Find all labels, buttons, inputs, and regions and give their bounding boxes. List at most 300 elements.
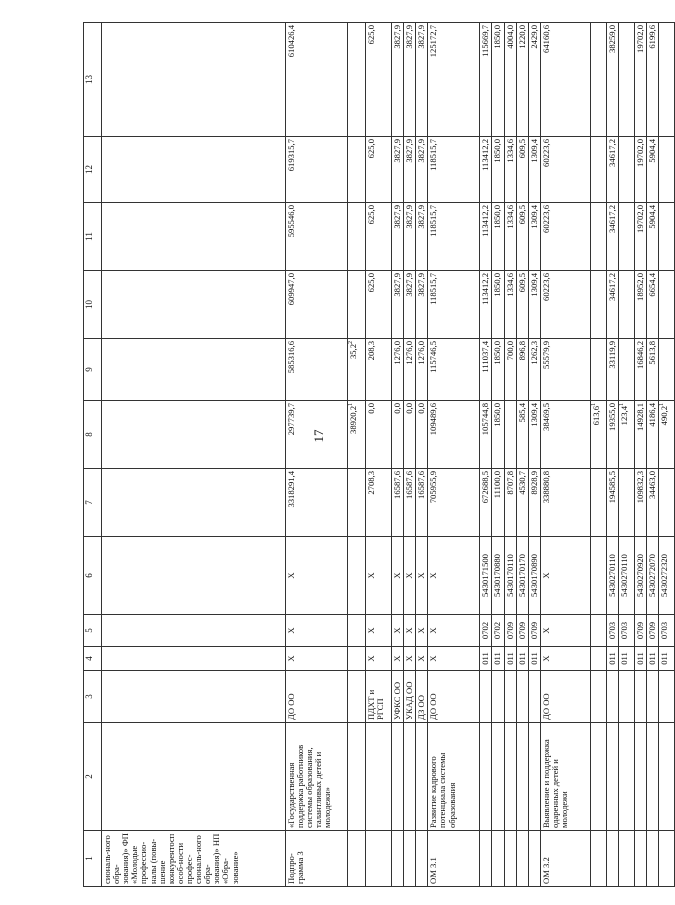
cell-value: 625,0 xyxy=(366,139,376,159)
cell-col-7 xyxy=(540,469,590,537)
cell-value: 700,0 xyxy=(504,341,515,361)
cell-col-7 xyxy=(286,469,348,537)
cell-value: 3827,9 xyxy=(416,273,427,297)
cell-value: 1850,0 xyxy=(492,403,503,427)
cell-value: X xyxy=(286,627,296,634)
cell-value: 3827,9 xyxy=(392,205,402,229)
table-row xyxy=(659,23,675,887)
cell-col-4 xyxy=(647,647,659,671)
cell-col-8 xyxy=(634,401,646,469)
cell-col-4 xyxy=(404,647,416,671)
cell-value: 672688,5 xyxy=(480,471,491,504)
cell-col-1 xyxy=(618,831,634,887)
cell-col-2 xyxy=(590,723,606,831)
cell-col-8 xyxy=(590,401,606,469)
cell-col-10 xyxy=(618,271,634,339)
cell-col-4 xyxy=(286,647,348,671)
cell-col-1 xyxy=(659,831,675,887)
table-row xyxy=(286,23,348,887)
cell-col-9 xyxy=(590,339,606,401)
cell-value: 194585,5 xyxy=(606,471,617,504)
cell-col-3 xyxy=(348,671,366,723)
cell-col-6 xyxy=(286,537,348,615)
cell-col-12 xyxy=(590,137,606,203)
cell-col-12 xyxy=(416,137,428,203)
cell-value: ПДХТ и РГСП xyxy=(366,689,386,720)
cell-value: 113412,2 xyxy=(480,205,491,237)
cell-value: 6654,4 xyxy=(647,273,658,297)
cell-col-6 xyxy=(618,537,634,615)
cell-col-10 xyxy=(590,271,606,339)
cell-value: 8928,9 xyxy=(528,471,539,495)
cell-value: 38920,2 xyxy=(348,406,358,434)
cell-col-5 xyxy=(428,615,480,647)
cell-col-4 xyxy=(528,647,540,671)
table-row xyxy=(540,23,590,887)
cell-value: 610426,4 xyxy=(286,25,296,58)
column-header-4: 4 xyxy=(84,647,102,671)
cell-col-5 xyxy=(606,615,618,647)
cell-value: 011 xyxy=(634,652,645,665)
cell-col-4 xyxy=(659,647,675,671)
cell-value: 5430270920 xyxy=(634,554,645,597)
cell-col-3 xyxy=(416,671,428,723)
table-row xyxy=(428,23,480,887)
cell-value: 3827,9 xyxy=(404,139,415,163)
cell-value: X xyxy=(366,655,376,662)
cell-value: 113412,2 xyxy=(480,273,491,305)
cell-value: Развитие кадрового потенциала системы образования xyxy=(428,752,457,828)
cell-value: 011 xyxy=(504,652,515,665)
cell-value: 011 xyxy=(618,652,629,665)
column-header-10: 10 xyxy=(84,271,102,339)
cell-col-8 xyxy=(516,401,528,469)
cell-col-13 xyxy=(480,23,492,137)
cell-col-13 xyxy=(528,23,540,137)
cell-col-11 xyxy=(528,203,540,271)
cell-col-13 xyxy=(416,23,428,137)
cell-value: X xyxy=(416,627,427,634)
cell-value: 55579,9 xyxy=(540,341,551,369)
table-row xyxy=(606,23,618,887)
cell-col-12 xyxy=(659,137,675,203)
cell-value: 60223,6 xyxy=(540,205,551,233)
cell-col-4 xyxy=(392,647,404,671)
cell-col-11 xyxy=(634,203,646,271)
cell-value: 625,0 xyxy=(366,205,376,225)
cell-value: 0,0 xyxy=(392,403,402,414)
cell-value: 585,4 xyxy=(516,403,527,423)
cell-value: 0709 xyxy=(528,621,539,640)
cell-col-2 xyxy=(366,723,392,831)
cell-value: 16587,6 xyxy=(392,471,402,499)
cell-col-11 xyxy=(492,203,504,271)
cell-value: 1276,0 xyxy=(416,341,427,365)
cell-col-7 xyxy=(659,469,675,537)
cell-value: X xyxy=(404,572,415,579)
cell-value: 38469,5 xyxy=(540,403,551,431)
cell-value: 011 xyxy=(659,652,670,665)
column-header-11: 11 xyxy=(84,203,102,271)
cell-value: 0702 xyxy=(492,621,503,640)
cell-col-8 xyxy=(480,401,492,469)
cell-col-10 xyxy=(366,271,392,339)
cell-col-12 xyxy=(480,137,492,203)
cell-value: Подпро-грамма 3 xyxy=(286,851,306,884)
cell-col-12 xyxy=(647,137,659,203)
cell-value: 1220,0 xyxy=(516,25,527,49)
cell-col-4 xyxy=(492,647,504,671)
cell-value: X xyxy=(428,627,439,634)
cell-col-3 xyxy=(366,671,392,723)
cell-col-1 xyxy=(492,831,504,887)
cell-value: 4186,4 xyxy=(647,403,658,427)
cell-value: ДО ОО xyxy=(540,693,551,720)
cell-col-8 xyxy=(492,401,504,469)
cell-value: 64160,6 xyxy=(540,25,551,53)
cell-value: 595546,0 xyxy=(286,205,296,238)
cell-value: 1276,0 xyxy=(392,341,402,365)
cell-value: 3318291,4 xyxy=(286,471,296,508)
cell-value: 6199,6 xyxy=(647,25,658,49)
cell-col-6 xyxy=(404,537,416,615)
cell-col-5 xyxy=(516,615,528,647)
cell-value: 0,0 xyxy=(404,403,415,414)
cell-value: 118515,7 xyxy=(428,205,439,237)
cell-col-6 xyxy=(348,537,366,615)
table-row xyxy=(404,23,416,887)
column-header-8: 8 xyxy=(84,401,102,469)
cell-col-10 xyxy=(492,271,504,339)
cell-col-9 xyxy=(492,339,504,401)
cell-value: 585316,6 xyxy=(286,341,296,374)
cell-col-7 xyxy=(618,469,634,537)
cell-col-6 xyxy=(659,537,675,615)
cell-value: 5430270110 xyxy=(618,554,629,597)
cell-col-7 xyxy=(366,469,392,537)
cell-col-13 xyxy=(606,23,618,137)
cell-col-6 xyxy=(504,537,516,615)
cell-col-6 xyxy=(392,537,404,615)
cell-value: УКАД ОО xyxy=(404,681,415,720)
cell-col-13 xyxy=(366,23,392,137)
cell-col-8 xyxy=(659,401,675,469)
cell-col-12 xyxy=(348,137,366,203)
cell-col-8 xyxy=(404,401,416,469)
table-row xyxy=(516,23,528,887)
table-row xyxy=(634,23,646,887)
cell-col-4 xyxy=(366,647,392,671)
cell-col-13 xyxy=(618,23,634,137)
cell-col-7 xyxy=(348,469,366,537)
cell-value: 5430170170 xyxy=(516,554,527,597)
cell-value: 11100,0 xyxy=(492,471,503,499)
cell-value: 609,5 xyxy=(516,273,527,293)
cell-col-6 xyxy=(540,537,590,615)
cell-value: 297739,7 xyxy=(286,403,296,436)
cell-col-13 xyxy=(404,23,416,137)
cell-col-13 xyxy=(286,23,348,137)
cell-value: 8707,8 xyxy=(504,471,515,495)
table-row xyxy=(618,23,634,887)
cell-col-13 xyxy=(504,23,516,137)
cell-col-11 xyxy=(416,203,428,271)
cell-value: 5430170890 xyxy=(528,554,539,597)
cell-col-3 xyxy=(480,671,492,723)
cell-col-12 xyxy=(634,137,646,203)
cell-col-7 xyxy=(647,469,659,537)
column-header-6: 6 xyxy=(84,537,102,615)
cell-value: ОМ 3.1 xyxy=(428,857,439,884)
cell-value: 625,0 xyxy=(366,273,376,293)
cell-col-12 xyxy=(606,137,618,203)
cell-value: 19702,0 xyxy=(634,139,645,167)
cell-col-2 xyxy=(618,723,634,831)
cell-col-3 xyxy=(492,671,504,723)
cell-value: 613,6 xyxy=(590,406,601,426)
cell-value: 113412,2 xyxy=(480,139,491,171)
cell-value: 0,0 xyxy=(366,403,376,414)
cell-col-7 xyxy=(528,469,540,537)
cell-value: 5613,8 xyxy=(647,341,658,365)
column-header-7: 7 xyxy=(84,469,102,537)
cell-value: 4004,0 xyxy=(504,25,515,49)
cell-value: 16587,6 xyxy=(416,471,427,499)
cell-col-3 xyxy=(606,671,618,723)
cell-col-10 xyxy=(428,271,480,339)
cell-col-11 xyxy=(348,203,366,271)
cell-value: 5904,4 xyxy=(647,139,658,163)
cell-col-12 xyxy=(504,137,516,203)
cell-col-4 xyxy=(540,647,590,671)
cell-value: X xyxy=(416,655,427,662)
cell-col-6 xyxy=(480,537,492,615)
column-header-9: 9 xyxy=(84,339,102,401)
continuation-cell: сиональ-ного обра-зования)» ФП «Молодые профессио-налы (повы-шение конкурентоспособ-ности профес-сиональ-ного обра-зования)» НП «Обра-зование» xyxy=(102,831,286,887)
cell-col-9 xyxy=(416,339,428,401)
cell-col-1 xyxy=(516,831,528,887)
cell-value: 109489,6 xyxy=(428,403,439,436)
cell-col-5 xyxy=(480,615,492,647)
cell-col-9 xyxy=(516,339,528,401)
table-row xyxy=(480,23,492,887)
cell-col-6 xyxy=(606,537,618,615)
cell-col-2 xyxy=(286,723,348,831)
cell-col-6 xyxy=(528,537,540,615)
cell-value: 111037,4 xyxy=(480,341,491,373)
page-number: 17 xyxy=(311,429,326,443)
column-header-5: 5 xyxy=(84,615,102,647)
cell-col-1 xyxy=(528,831,540,887)
cell-value: X xyxy=(540,655,551,662)
table-body xyxy=(84,23,675,887)
table-row xyxy=(366,23,392,887)
cell-col-9 xyxy=(618,339,634,401)
cell-value: 33119,9 xyxy=(606,341,617,369)
cell-value: 34617,2 xyxy=(606,139,617,167)
cell-col-11 xyxy=(504,203,516,271)
cell-value: ДЗ ОО xyxy=(416,695,427,720)
cell-value: 5430270110 xyxy=(606,554,617,597)
cell-col-11 xyxy=(540,203,590,271)
budget-table-container xyxy=(83,23,670,887)
cell-col-9 xyxy=(540,339,590,401)
cell-col-3 xyxy=(528,671,540,723)
cell-value: X xyxy=(392,655,402,662)
cell-col-10 xyxy=(504,271,516,339)
cell-col-12 xyxy=(492,137,504,203)
cell-value: 5430170880 xyxy=(492,554,503,597)
cell-col-10 xyxy=(286,271,348,339)
cell-value: 1309,4 xyxy=(528,273,539,297)
cell-col-5 xyxy=(366,615,392,647)
cell-value: 3827,9 xyxy=(416,25,427,49)
cell-col-5 xyxy=(286,615,348,647)
cell-col-13 xyxy=(659,23,675,137)
cell-col-11 xyxy=(480,203,492,271)
cell-col-8 xyxy=(416,401,428,469)
cell-value: X xyxy=(366,627,376,634)
cell-col-2 xyxy=(634,723,646,831)
cell-value: 0702 xyxy=(480,621,491,640)
cell-col-4 xyxy=(428,647,480,671)
cell-col-3 xyxy=(634,671,646,723)
cell-col-4 xyxy=(618,647,634,671)
cell-col-3 xyxy=(590,671,606,723)
cell-value: 0,0 xyxy=(416,403,427,414)
cell-col-11 xyxy=(516,203,528,271)
cell-value: X xyxy=(404,655,415,662)
cell-value: 3827,9 xyxy=(392,139,402,163)
cell-col-8 xyxy=(392,401,404,469)
cell-col-9 xyxy=(404,339,416,401)
table-row xyxy=(416,23,428,887)
cell-col-1 xyxy=(416,831,428,887)
cell-col-3 xyxy=(404,671,416,723)
cell-col-9 xyxy=(480,339,492,401)
cell-col-5 xyxy=(492,615,504,647)
cell-col-5 xyxy=(659,615,675,647)
cell-col-5 xyxy=(540,615,590,647)
cell-col-8 xyxy=(366,401,392,469)
cell-value: 0703 xyxy=(659,621,670,640)
cell-col-2 xyxy=(404,723,416,831)
cell-col-6 xyxy=(647,537,659,615)
cell-value: 115669,7 xyxy=(480,25,491,57)
cell-col-5 xyxy=(590,615,606,647)
cell-col-9 xyxy=(504,339,516,401)
cell-value: X xyxy=(286,572,296,579)
cell-col-9 xyxy=(659,339,675,401)
cell-col-13 xyxy=(590,23,606,137)
cell-value: 1309,4 xyxy=(528,139,539,163)
cell-col-1 xyxy=(392,831,404,887)
cell-col-4 xyxy=(590,647,606,671)
cell-col-11 xyxy=(392,203,404,271)
cell-col-5 xyxy=(618,615,634,647)
cell-col-10 xyxy=(606,271,618,339)
cell-col-13 xyxy=(634,23,646,137)
cell-value: 34617,2 xyxy=(606,273,617,301)
cell-value: 3827,9 xyxy=(404,273,415,297)
cell-col-9 xyxy=(528,339,540,401)
cell-col-10 xyxy=(416,271,428,339)
cell-value: 2429,0 xyxy=(528,25,539,49)
table-row xyxy=(528,23,540,887)
column-header-3: 3 xyxy=(84,671,102,723)
cell-col-2 xyxy=(540,723,590,831)
cell-value: 34463,0 xyxy=(647,471,658,499)
cell-value: 1850,0 xyxy=(492,205,503,229)
cell-col-2 xyxy=(348,723,366,831)
footnote-mark: 1 xyxy=(659,403,666,406)
cell-col-6 xyxy=(634,537,646,615)
cell-col-12 xyxy=(528,137,540,203)
cell-col-13 xyxy=(540,23,590,137)
cell-col-1 xyxy=(504,831,516,887)
cell-value: 125172,7 xyxy=(428,25,439,58)
cell-col-6 xyxy=(428,537,480,615)
cell-value: 1334,6 xyxy=(504,205,515,229)
cell-value: 1262,3 xyxy=(528,341,539,365)
cell-col-9 xyxy=(366,339,392,401)
cell-col-7 xyxy=(392,469,404,537)
cell-value: 0709 xyxy=(504,621,515,640)
cell-col-5 xyxy=(634,615,646,647)
cell-col-1 xyxy=(366,831,392,887)
cell-col-11 xyxy=(366,203,392,271)
column-header-12: 12 xyxy=(84,137,102,203)
cell-col-4 xyxy=(634,647,646,671)
cell-value: 609947,0 xyxy=(286,273,296,306)
cell-col-7 xyxy=(480,469,492,537)
cell-value: 0703 xyxy=(606,621,617,640)
cell-value: 3827,9 xyxy=(404,205,415,229)
cell-col-5 xyxy=(392,615,404,647)
cell-col-13 xyxy=(348,23,366,137)
cell-value: 19702,0 xyxy=(634,25,645,53)
cell-col-2 xyxy=(647,723,659,831)
cell-col-7 xyxy=(492,469,504,537)
cell-value: 1850,0 xyxy=(492,341,503,365)
cell-col-8 xyxy=(647,401,659,469)
cell-value: УФКС ОО xyxy=(392,681,402,720)
cell-col-7 xyxy=(516,469,528,537)
cell-col-10 xyxy=(392,271,404,339)
cell-value: 105744,8 xyxy=(480,403,491,436)
cell-col-2 xyxy=(392,723,404,831)
cell-col-7 xyxy=(416,469,428,537)
cell-col-10 xyxy=(516,271,528,339)
cell-col-3 xyxy=(286,671,348,723)
cell-value: 60223,6 xyxy=(540,273,551,301)
cell-col-12 xyxy=(428,137,480,203)
cell-value: 011 xyxy=(516,652,527,665)
cell-value: 609,5 xyxy=(516,139,527,159)
cell-col-7 xyxy=(634,469,646,537)
table-row xyxy=(392,23,404,887)
cell-value: 16587,6 xyxy=(404,471,415,499)
cell-col-3 xyxy=(540,671,590,723)
cell-value: 0709 xyxy=(647,621,658,640)
cell-col-13 xyxy=(516,23,528,137)
cell-col-7 xyxy=(590,469,606,537)
cell-value: 5430170110 xyxy=(504,554,515,597)
budget-table xyxy=(83,22,675,887)
cell-col-5 xyxy=(647,615,659,647)
cell-col-2 xyxy=(480,723,492,831)
cell-col-10 xyxy=(540,271,590,339)
